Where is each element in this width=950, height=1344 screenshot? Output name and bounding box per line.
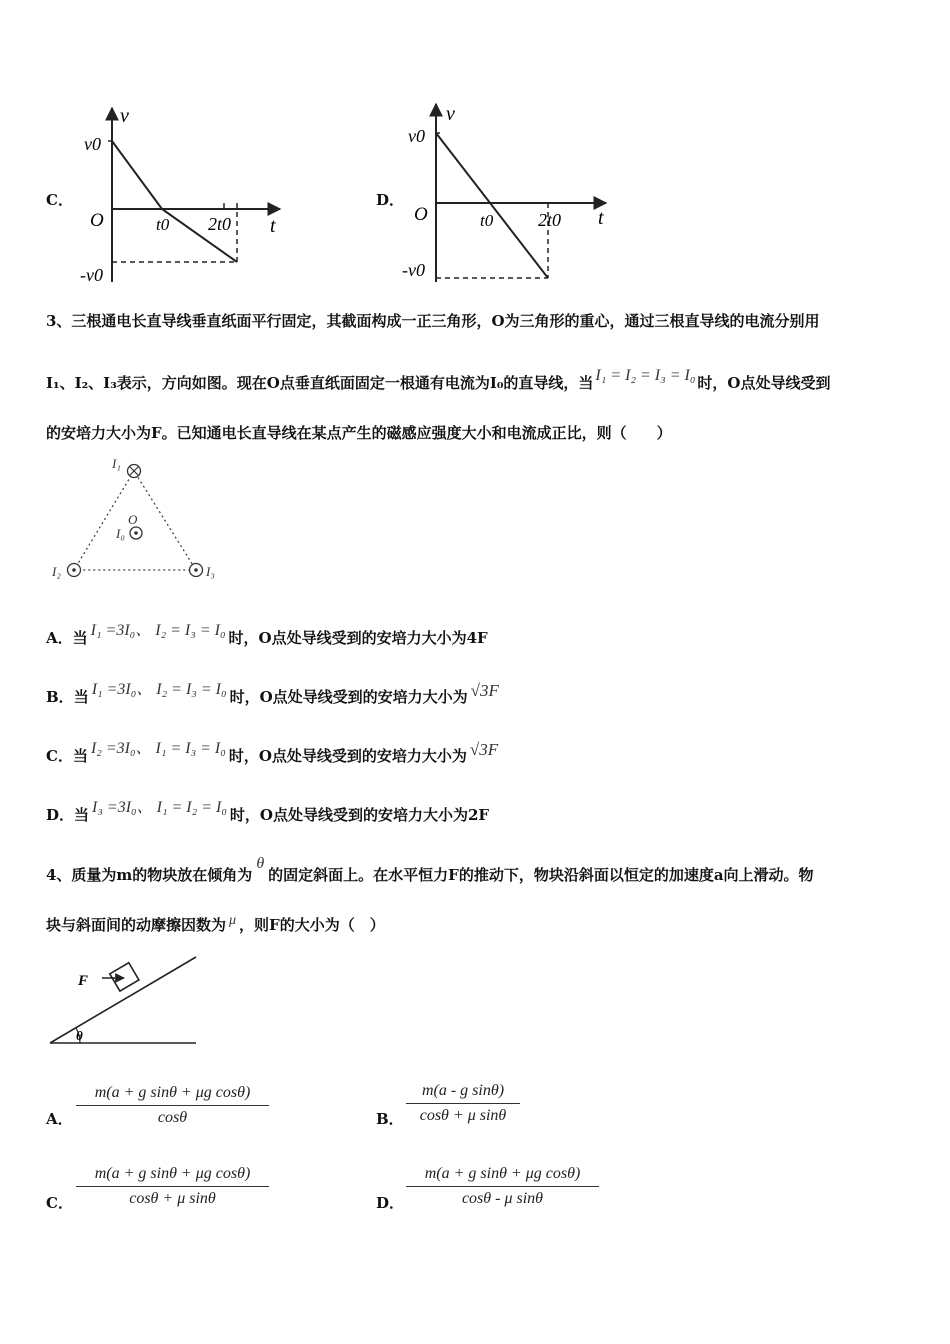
option-pre: 当 xyxy=(73,688,89,706)
option-d-label: D． xyxy=(376,191,405,209)
q4-option-c-fraction[interactable] xyxy=(76,1165,269,1208)
q3-option-d[interactable] xyxy=(46,799,490,827)
theta-label: θ xyxy=(76,1028,83,1043)
origin-label: O xyxy=(414,204,428,225)
q3-line-2-text-b: 时，O点处导线受到 xyxy=(697,374,831,392)
q3-triangle-figure xyxy=(48,452,228,587)
denominator: cosθ + μ sinθ xyxy=(129,1190,216,1207)
q4-line-1 xyxy=(46,855,814,887)
option-math: I₂ =3I₀、 I₁ = I₃ = I₀ xyxy=(90,740,226,757)
axis-t-label: t xyxy=(270,215,276,237)
force-label: F xyxy=(78,973,89,989)
i0-label: I₀ xyxy=(116,526,125,541)
option-math: I₁ =3I₀、 I₂ = I₃ = I₀ xyxy=(91,681,227,698)
o-label: O xyxy=(128,512,138,527)
numerator: m(a + g sinθ + μg cosθ) xyxy=(76,1084,269,1106)
v0-label: v0 xyxy=(84,134,101,154)
option-pre: 当 xyxy=(74,806,90,824)
q4-line-1-text-a: 4、质量为m的物块放在倾角为 xyxy=(46,866,253,884)
theta-symbol: θ xyxy=(256,855,265,872)
option-label: A． xyxy=(46,629,73,647)
q4-option-c-label[interactable]: C． xyxy=(46,1194,73,1212)
axis-v-label: v xyxy=(120,105,129,127)
q4-incline-figure xyxy=(44,952,204,1048)
velocity-line xyxy=(436,133,548,278)
axis-v-label: v xyxy=(446,103,455,125)
v0-label: v0 xyxy=(408,126,425,146)
option-pre: 当 xyxy=(72,629,88,647)
option-math: I₃ =3I₀、 I₁ = I₂ = I₀ xyxy=(92,799,227,816)
q3-line-2 xyxy=(46,367,831,395)
q4-line-2 xyxy=(46,914,385,938)
numerator: m(a + g sinθ + μg cosθ) xyxy=(76,1165,269,1187)
option-text: 时，O点处导线受到的安培力大小为2F xyxy=(229,806,490,824)
q4-option-b-label[interactable]: B． xyxy=(376,1110,404,1128)
q3-option-c[interactable] xyxy=(46,740,499,768)
numerator: m(a + g sinθ + μg cosθ) xyxy=(406,1165,599,1187)
neg-v0-label: -v0 xyxy=(80,265,103,285)
wire-i1-into-page-icon xyxy=(128,465,141,478)
t0-label: t0 xyxy=(156,215,170,234)
vt-graph-c xyxy=(80,100,300,300)
mu-symbol: μ xyxy=(229,913,237,928)
q4-option-d-label[interactable]: D． xyxy=(376,1194,405,1212)
q3-option-b[interactable] xyxy=(46,681,499,709)
option-math: I₁ =3I₀、 I₂ = I₃ = I₀ xyxy=(90,622,226,639)
q4-option-a-label[interactable]: A． xyxy=(46,1110,73,1128)
q4-option-d-fraction[interactable] xyxy=(406,1165,599,1208)
q4-option-a-fraction[interactable] xyxy=(76,1084,269,1127)
option-c-label: C． xyxy=(46,191,73,209)
option-label: B． xyxy=(46,688,74,706)
option-text: 时，O点处导线受到的安培力大小为 xyxy=(228,747,467,765)
t0-label: t0 xyxy=(480,211,494,230)
velocity-line xyxy=(112,141,237,262)
numerator: m(a - g sinθ) xyxy=(406,1082,520,1104)
two-t0-label: 2t0 xyxy=(208,214,232,234)
option-tail-math: √3F xyxy=(470,681,499,700)
option-label: C． xyxy=(46,747,73,765)
denominator: cosθ + μ sinθ xyxy=(419,1107,507,1124)
axis-t-label: t xyxy=(598,207,604,229)
vt-graph-d xyxy=(400,100,620,290)
block xyxy=(110,963,139,991)
option-pre: 当 xyxy=(72,747,88,765)
option-tail-math: √3F xyxy=(469,740,499,759)
i3-label: I₃ xyxy=(206,564,215,579)
q3-line-3: 的安培力大小为F。已知通电长直导线在某点产生的磁感应强度大小和电流成正比，则（ ） xyxy=(46,424,672,442)
neg-v0-label: -v0 xyxy=(402,260,425,280)
q3-line-2-text-a: I₁、I₂、I₃表示，方向如图。现在O点垂直纸面固定一根通有电流为I₀的直导线，当 xyxy=(46,374,594,392)
i1-label: I₁ xyxy=(112,456,121,471)
origin-label: O xyxy=(90,210,104,231)
denominator: cosθ xyxy=(157,1109,188,1126)
q4-option-b-fraction[interactable] xyxy=(406,1082,520,1125)
q3-condition-math: I₁ = I₂ = I₃ = I₀ xyxy=(595,367,696,384)
denominator: cosθ - μ sinθ xyxy=(461,1190,544,1207)
q4-line-2-text-a: 块与斜面间的动摩擦因数为 xyxy=(46,916,227,934)
wire-i3-out-of-page-icon xyxy=(190,564,203,577)
wire-i0-out-of-page-icon xyxy=(130,527,142,539)
q4-line-1-text-b: 的固定斜面上。在水平恒力F的推动下，物块沿斜面以恒定的加速度a向上滑动。物 xyxy=(268,866,814,884)
two-t0-label: 2t0 xyxy=(538,210,562,230)
option-text: 时，O点处导线受到的安培力大小为4F xyxy=(228,629,488,647)
q4-line-2-text-b: ，则F的大小为（ ） xyxy=(239,916,385,934)
q3-option-a[interactable] xyxy=(46,622,488,650)
option-text: 时，O点处导线受到的安培力大小为 xyxy=(229,688,468,706)
wire-i2-out-of-page-icon xyxy=(68,564,81,577)
i2-label: I₂ xyxy=(52,564,61,579)
q3-line-1: 3、三根通电长直导线垂直纸面平行固定，其截面构成一正三角形，O为三角形的重心，通过三根直导线的电流分别用 xyxy=(46,312,820,330)
option-label: D． xyxy=(46,806,75,824)
